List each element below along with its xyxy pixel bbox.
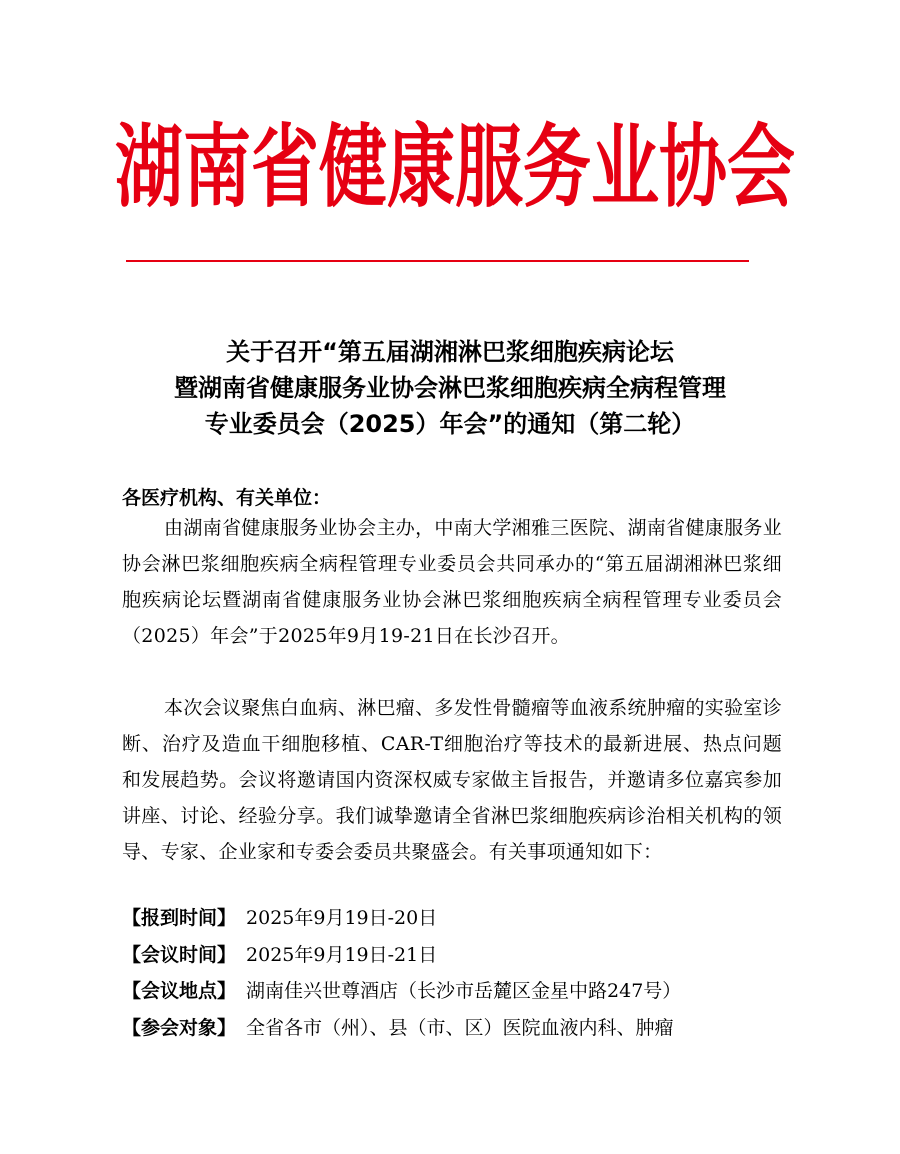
info-label: 【参会对象】 <box>122 1017 237 1039</box>
notice-title-line: 专业委员会（2025）年会”的通知（第二轮） <box>204 410 696 438</box>
info-value: 全省各市（州）、县（市、区）医院血液内科、肿瘤 <box>246 1017 674 1039</box>
body-paragraph-text: 由湖南省健康服务业协会主办，中南大学湘雅三医院、湖南省健康服务业协会淋巴浆细胞疾病全病程管理专业委员会共同承办的“第五届湖湘淋巴浆细胞疾病论坛暨湖南省健康服务业协会淋巴浆细胞疾病全病程管理专业委员会（2025）年会”于2025年9月19-21日在长沙召开。 <box>122 517 782 647</box>
letterhead-org-name-text: 湖南省健康服务业协会 <box>115 114 795 220</box>
info-value: 2025年9月19日-21日 <box>246 944 438 966</box>
body-paragraph <box>122 690 782 870</box>
info-row-meeting-time <box>122 941 782 969</box>
body-paragraph-text: 本次会议聚焦白血病、淋巴瘤、多发性骨髓瘤等血液系统肿瘤的实验室诊断、治疗及造血干细胞移植、CAR-T细胞治疗等技术的最新进展、热点问题和发展趋势。会议将邀请国内资深权威专家做主旨报告，并邀请多位嘉宾参加讲座、讨论、经验分享。我们诚挚邀请全省淋巴浆细胞疾病诊治相关机构的领导、专家、企业家和专委会委员共聚盛会。有关事项通知如下： <box>122 697 782 863</box>
body-paragraph <box>122 510 782 654</box>
info-label: 【会议地点】 <box>122 980 237 1002</box>
salutation: 各医疗机构、有关单位： <box>122 487 332 509</box>
notice-title <box>0 334 900 442</box>
notice-title-line: 暨湖南省健康服务业协会淋巴浆细胞疾病全病程管理 <box>174 374 726 402</box>
info-row-meeting-venue <box>122 977 782 1005</box>
info-value: 2025年9月19日-20日 <box>246 907 438 929</box>
notice-title-line: 关于召开“第五届湖湘淋巴浆细胞疾病论坛 <box>226 338 674 366</box>
letterhead-red-rule <box>126 260 749 262</box>
letterhead-org-name <box>115 105 795 230</box>
info-label: 【会议时间】 <box>122 944 237 966</box>
info-label: 【报到时间】 <box>122 907 237 929</box>
info-row-registration-time <box>122 904 782 932</box>
info-row-attendees <box>122 1014 782 1042</box>
info-value: 湖南佳兴世尊酒店（长沙市岳麓区金星中路247号） <box>246 980 682 1002</box>
